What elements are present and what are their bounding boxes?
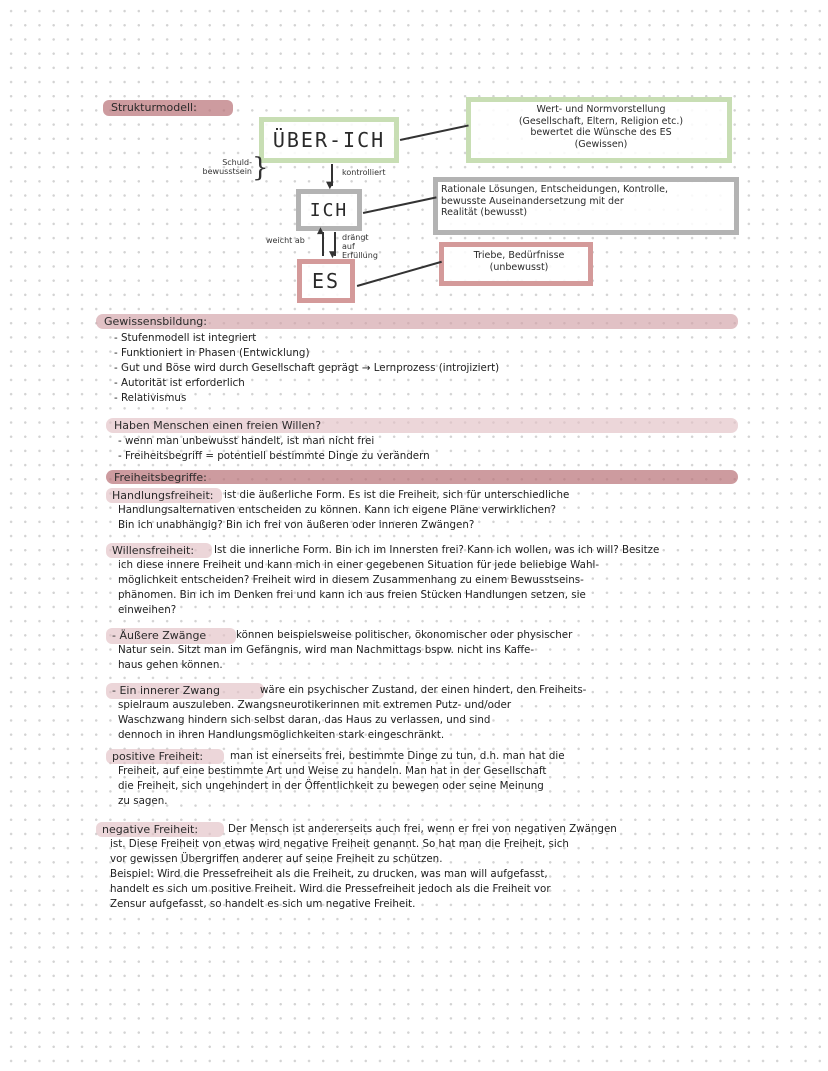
es-note: Triebe, Bedürfnisse (unbewusst) bbox=[473, 250, 565, 273]
text-line: haus gehen können. bbox=[118, 659, 223, 671]
es-label: ES bbox=[311, 269, 341, 293]
aeussere-zwaenge-label-text: - Äußere Zwänge bbox=[112, 629, 207, 642]
text-line: können beispielsweise politischer, ökonomischer oder physischer bbox=[236, 629, 573, 641]
text-line: Waschzwang hindern sich selbst daran, das Haus zu verlassen, und sind bbox=[118, 714, 491, 726]
ich-note: Rationale Lösungen, Entscheidungen, Kontrolle, bewusste Auseinandersetzung mit der Realität (bewusst) bbox=[441, 184, 669, 218]
list-item: - Funktioniert in Phasen (Entwicklung) bbox=[114, 347, 310, 359]
text-line: möglichkeit entscheiden? Freiheit wird in diesem Zusammenhang zu einem Bewusstseins- bbox=[118, 574, 584, 586]
text-line: Handlungsalternativen entscheiden zu können. Kann ich eigene Pläne verwirklichen? bbox=[118, 504, 556, 516]
kontrolliert-label: kontrolliert bbox=[342, 168, 386, 177]
brace-icon: } bbox=[252, 153, 269, 183]
list-item: - Stufenmodell ist integriert bbox=[114, 332, 257, 344]
positive-freiheit-text bbox=[118, 749, 748, 809]
text-line: Ist die innerliche Form. Bin ich im Innersten frei? Kann ich wollen, was ich will? Besitze bbox=[214, 544, 660, 556]
text-line: Freiheit, auf eine bestimmte Art und Weise zu handeln. Man hat in der Gesellschaft bbox=[118, 765, 547, 777]
text-line: vor gewissen Übergriffen anderer auf seine Freiheit zu schützen. bbox=[110, 853, 443, 865]
aeussere-zwaenge-text bbox=[118, 628, 748, 673]
text-line: man ist einerseits frei, bestimmte Dinge zu tun, d.h. man hat die bbox=[230, 750, 565, 762]
text-line: ist die äußerliche Form. Es ist die Freiheit, sich für unterschiedliche bbox=[224, 489, 570, 501]
innerer-zwang-label-text: - Ein innerer Zwang bbox=[112, 684, 221, 697]
text-line: einweihen? bbox=[118, 604, 177, 616]
ich-label: ICH bbox=[309, 199, 349, 221]
arrow-up-icon: ▲ bbox=[317, 226, 324, 236]
list-item: - Autorität ist erforderlich bbox=[114, 377, 245, 389]
negative-freiheit-label-text: negative Freiheit: bbox=[102, 823, 199, 836]
text-line: Beispiel: Wird die Pressefreiheit als die Freiheit, zu drucken, was man will aufgefasst, bbox=[110, 868, 548, 880]
willensfreiheit-label-text: Willensfreiheit: bbox=[112, 544, 195, 557]
handlungsfreiheit-text bbox=[118, 488, 748, 533]
freier-wille-heading bbox=[106, 418, 738, 433]
text-line: spielraum auszuleben. Zwangsneurotikerinnen mit extremen Putz- und/oder bbox=[118, 699, 512, 711]
gewissen-list bbox=[114, 331, 744, 406]
positive-freiheit-label-text: positive Freiheit: bbox=[112, 750, 204, 763]
ueber-ich-label: ÜBER-ICH bbox=[272, 128, 386, 152]
text-line: ich diese innere Freiheit und kann mich in einer gegebenen Situation für jede beliebige Wahl- bbox=[118, 559, 600, 571]
connector-ich bbox=[363, 196, 437, 213]
text-line: Der Mensch ist andererseits auch frei, wenn er frei von negativen Zwängen bbox=[228, 823, 617, 835]
list-item: - Freiheitsbegriff = potentiell bestimmte Dinge zu verändern bbox=[118, 450, 430, 462]
schuld-label: Schuld- bewusstsein bbox=[202, 158, 252, 176]
gewissen-heading bbox=[96, 314, 738, 329]
weicht-label: weicht ab bbox=[266, 236, 305, 245]
text-line: ist. Diese Freiheit von etwas wird negative Freiheit genannt. So hat man die Freiheit, sich bbox=[110, 838, 569, 850]
strukturmodell-heading-text: Strukturmodell: bbox=[111, 101, 197, 114]
draengt-label: drängt auf Erfüllung bbox=[342, 233, 378, 260]
negative-freiheit-text bbox=[110, 822, 740, 912]
connector-es bbox=[357, 261, 442, 287]
list-item: - Relativismus bbox=[114, 392, 187, 404]
ueber-ich-note: Wert- und Normvorstellung (Gesellschaft, Eltern, Religion etc.) bewertet die Wünsche des ES (Gewissen) bbox=[518, 104, 684, 150]
list-item: - Gut und Böse wird durch Gesellschaft geprägt → Lernprozess (introjiziert) bbox=[114, 362, 500, 374]
strukturmodell-heading bbox=[103, 100, 233, 116]
freiheitsbegriffe-heading bbox=[106, 470, 738, 484]
arrow-down-icon: ▼ bbox=[326, 180, 334, 191]
text-line: Zensur aufgefasst, so handelt es sich um negative Freiheit. bbox=[110, 898, 416, 910]
text-line: wäre ein psychischer Zustand, der einen hindert, den Freiheits- bbox=[260, 684, 587, 696]
text-line: die Freiheit, sich ungehindert in der Öffentlichkeit zu bewegen oder seine Meinung bbox=[118, 780, 544, 792]
text-line: Bin ich unabhängig? Bin ich frei von äußeren oder inneren Zwängen? bbox=[118, 519, 475, 531]
text-line: zu sagen. bbox=[118, 795, 168, 807]
arrow-down-icon: ▼ bbox=[329, 250, 336, 260]
text-line: phänomen. Bin ich im Denken frei und kann ich aus freien Stücken Handlungen setzen, sie bbox=[118, 589, 586, 601]
text-line: Natur sein. Sitzt man im Gefängnis, wird man Nachmittags bspw. nicht ins Kaffe- bbox=[118, 644, 535, 656]
handlungsfreiheit-label-text: Handlungsfreiheit: bbox=[112, 489, 214, 502]
innerer-zwang-text bbox=[118, 683, 748, 743]
list-item: - wenn man unbewusst handelt, ist man nicht frei bbox=[118, 435, 375, 447]
text-line: dennoch in ihren Handlungsmöglichkeiten stark eingeschränkt. bbox=[118, 729, 445, 741]
connector-ueber-ich bbox=[400, 124, 469, 140]
freiheitsbegriffe-heading-text: Freiheitsbegriffe: bbox=[114, 471, 207, 484]
freier-wille-list bbox=[118, 434, 748, 464]
text-line: handelt es sich um positive Freiheit. Wird die Pressefreiheit jedoch als die Freiheit vor bbox=[110, 883, 551, 895]
willensfreiheit-text bbox=[118, 543, 748, 618]
gewissen-heading-text: Gewissensbildung: bbox=[104, 315, 207, 328]
freier-wille-heading-text: Haben Menschen einen freien Willen? bbox=[114, 419, 322, 432]
